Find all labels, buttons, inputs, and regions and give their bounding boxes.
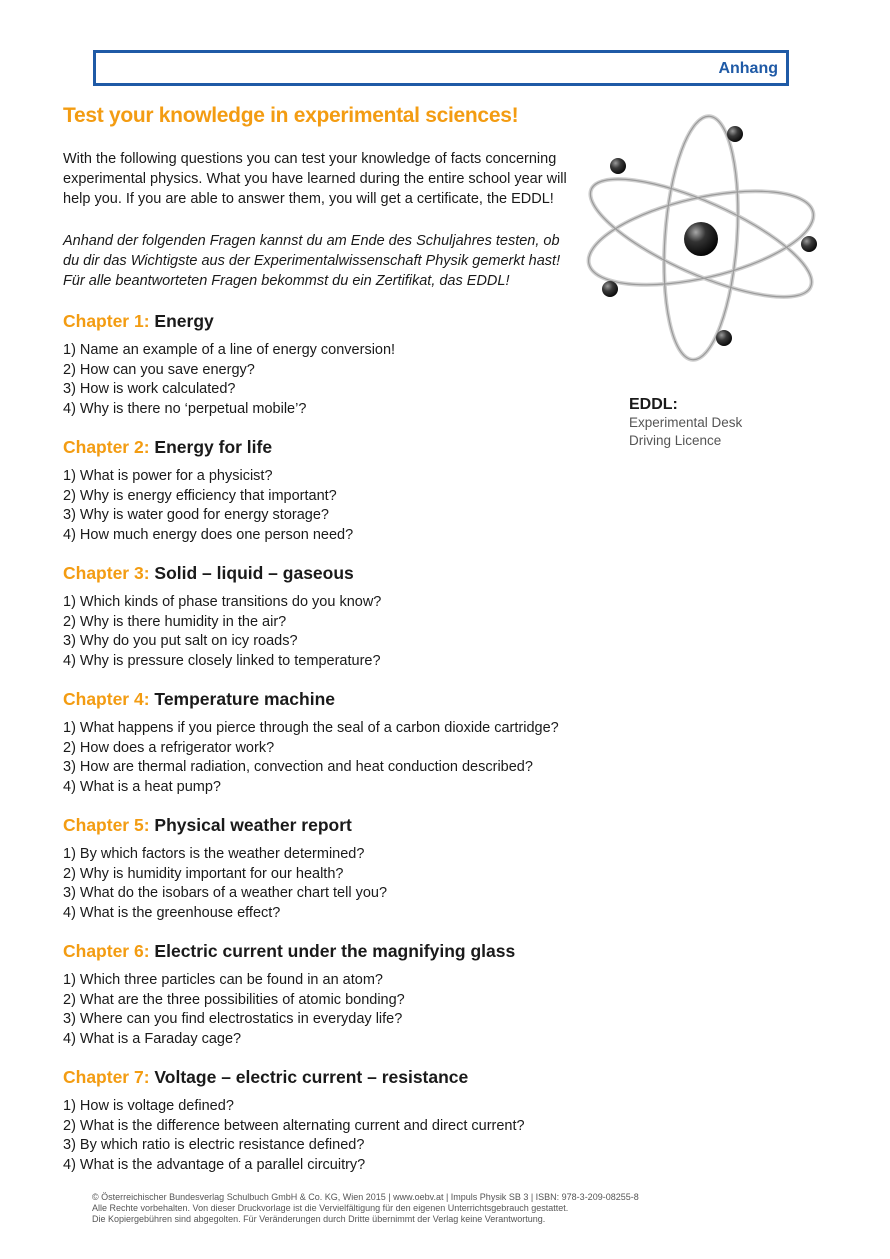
- chapter-heading: [63, 310, 623, 332]
- question-item: 3) By which ratio is electric resistance defined?: [63, 1137, 365, 1154]
- question-item: 3) How is work calculated?: [63, 381, 236, 398]
- question-list: [63, 719, 623, 797]
- chapter-number: Chapter 2:: [63, 437, 150, 457]
- question-item: 1) By which factors is the weather determined?: [63, 846, 365, 862]
- question-item: 1) How is voltage defined?: [63, 1098, 234, 1114]
- question-item: 1) Which kinds of phase transitions do you know?: [63, 594, 382, 610]
- footer-line: Alle Rechte vorbehalten. Von dieser Druckvorlage ist die Vervielfältigung für den eigenen Unterrichtsgebrauch gestattet.: [92, 1203, 569, 1213]
- question-item: 1) What is power for a physicist?: [63, 468, 273, 484]
- chapter-7: [63, 1066, 623, 1175]
- intro-german: Anhand der folgenden Fragen kannst du am Ende des Schuljahres testen, ob du dir das Wichtigste aus der Experimentalwissenschaft Physik gemerkt hast! Für alle beantworteten Fragen bekommst du ein Zertifikat, das EDDL!: [63, 233, 561, 289]
- question-item: 4) What is a heat pump?: [63, 778, 221, 795]
- chapter-3: [63, 562, 623, 671]
- question-list: [63, 341, 623, 419]
- chapter-number: Chapter 7:: [63, 1067, 150, 1087]
- chapter-title: Energy for life: [154, 437, 273, 457]
- question-item: 2) What is the difference between alternating current and direct current?: [63, 1117, 525, 1134]
- intro-english: With the following questions you can test your knowledge of facts concerning experimental physics. What you have learned during the entire school year will help you. If you are able to answer them, you will get a certificate, the EDDL!: [63, 151, 567, 207]
- chapter-title: Temperature machine: [154, 689, 335, 709]
- question-item: 3) Why is water good for energy storage?: [63, 507, 329, 524]
- question-item: 3) How are thermal radiation, convection and heat conduction described?: [63, 759, 533, 776]
- page-title: Test your knowledge in experimental sciences!: [63, 104, 519, 127]
- question-item: 2) How can you save energy?: [63, 361, 255, 378]
- chapter-heading: [63, 436, 623, 458]
- question-item: 2) How does a refrigerator work?: [63, 739, 275, 756]
- electron-sphere: [801, 236, 817, 252]
- question-item: 3) Where can you find electrostatics in everyday life?: [63, 1011, 403, 1028]
- question-item: 2) Why is energy efficiency that important?: [63, 487, 337, 504]
- chapter-heading: [63, 562, 623, 584]
- chapter-heading: [63, 940, 623, 962]
- question-item: 1) What happens if you pierce through the seal of a carbon dioxide cartridge?: [63, 720, 559, 736]
- eddl-line-2: Driving Licence: [629, 433, 722, 448]
- chapter-heading: [63, 1066, 623, 1088]
- header-box: [93, 50, 789, 86]
- chapter-heading: [63, 688, 623, 710]
- chapter-5: [63, 814, 623, 923]
- copyright-footer: [92, 1192, 812, 1225]
- chapter-number: Chapter 4:: [63, 689, 150, 709]
- question-list: [63, 593, 623, 671]
- chapter-title: Voltage – electric current – resistance: [154, 1067, 469, 1087]
- section-label: Anhang: [718, 60, 778, 77]
- question-item: 2) What are the three possibilities of atomic bonding?: [63, 991, 405, 1008]
- chapter-2: [63, 436, 623, 545]
- electron-sphere: [716, 330, 732, 346]
- question-list: [63, 971, 623, 1049]
- question-list: [63, 1097, 623, 1175]
- chapter-title: Solid – liquid – gaseous: [154, 563, 354, 583]
- question-item: 1) Which three particles can be found in an atom?: [63, 972, 383, 988]
- atom-illustration: [572, 110, 822, 370]
- electron-sphere: [727, 126, 743, 142]
- question-item: 4) What is the greenhouse effect?: [63, 904, 281, 921]
- chapter-number: Chapter 3:: [63, 563, 150, 583]
- question-list: [63, 845, 623, 923]
- question-item: 4) Why is pressure closely linked to temperature?: [63, 652, 381, 669]
- footer-line: Die Kopiergebühren sind abgegolten. Für Veränderungen durch Dritte übernimmt der Verlag keine Verantwortung.: [92, 1214, 546, 1224]
- question-item: 3) Why do you put salt on icy roads?: [63, 633, 298, 650]
- chapter-title: Physical weather report: [154, 815, 352, 835]
- question-item: 3) What do the isobars of a weather chart tell you?: [63, 885, 388, 902]
- eddl-line-1: Experimental Desk: [629, 415, 743, 430]
- chapter-number: Chapter 6:: [63, 941, 150, 961]
- question-item: 4) How much energy does one person need?: [63, 526, 354, 543]
- chapter-1: [63, 310, 623, 419]
- electron-sphere: [610, 158, 626, 174]
- question-item: 4) Why is there no ‘perpetual mobile’?: [63, 400, 307, 417]
- chapter-number: Chapter 1:: [63, 311, 150, 331]
- question-item: 4) What is a Faraday cage?: [63, 1030, 242, 1047]
- question-item: 1) Name an example of a line of energy conversion!: [63, 342, 396, 358]
- chapter-heading: [63, 814, 623, 836]
- chapter-6: [63, 940, 623, 1049]
- chapter-4: [63, 688, 623, 797]
- nucleus-sphere: [684, 222, 718, 256]
- question-item: 2) Why is there humidity in the air?: [63, 613, 287, 630]
- chapter-title: Electric current under the magnifying glass: [154, 941, 516, 961]
- question-item: 4) What is the advantage of a parallel circuitry?: [63, 1156, 366, 1173]
- chapter-number: Chapter 5:: [63, 815, 150, 835]
- electron-sphere: [602, 281, 618, 297]
- footer-line: © Österreichischer Bundesverlag Schulbuch GmbH & Co. KG, Wien 2015 | www.oebv.at | Impuls Physik SB 3 | ISBN: 978-3-209-08255-8: [92, 1192, 639, 1202]
- question-item: 2) Why is humidity important for our health?: [63, 865, 344, 882]
- chapter-title: Energy: [154, 311, 214, 331]
- question-list: [63, 467, 623, 545]
- eddl-title: EDDL:: [629, 396, 678, 413]
